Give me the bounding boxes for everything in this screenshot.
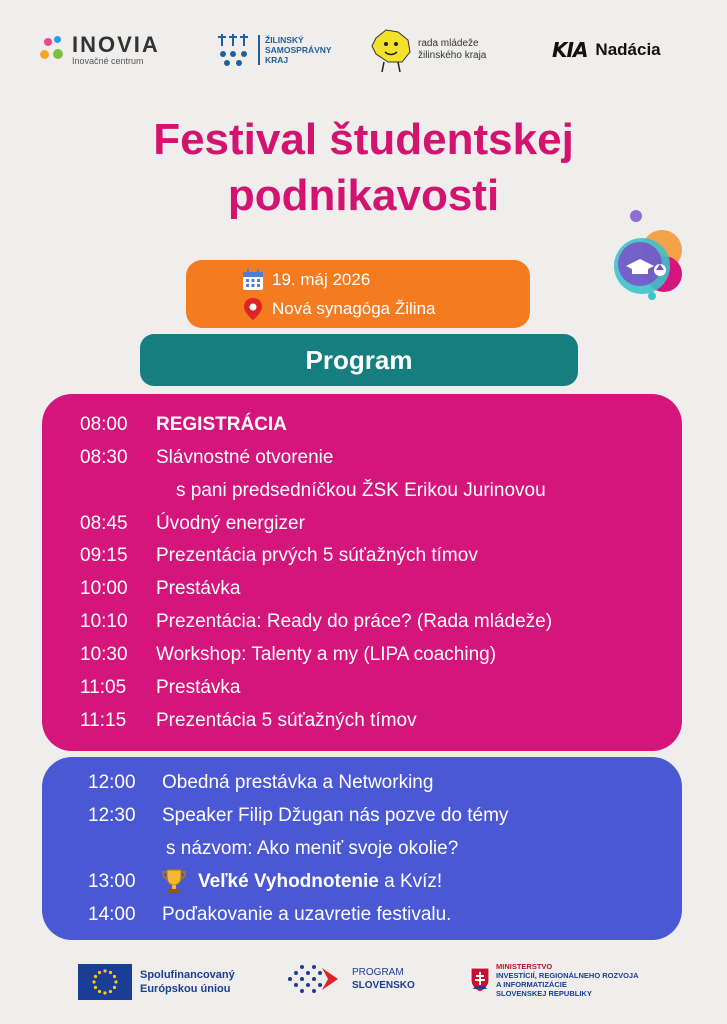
eu-flag-icon: [78, 964, 132, 1000]
inovia-dots-icon: [40, 36, 66, 64]
program-slovensko-icon: [286, 964, 346, 994]
ministry-line4: SLOVENSKEJ REPUBLIKY: [496, 989, 592, 998]
title-line1: Festival študentskej: [153, 115, 574, 164]
ps-line2: SLOVENSKO: [352, 980, 415, 991]
list-item: 11:15 Prezentácia 5 súťažných tímov: [80, 710, 417, 731]
kia-mark: KIA: [552, 38, 588, 62]
ministry-logo: [470, 962, 639, 998]
inovia-name: INOVIA: [72, 32, 160, 57]
ministry-line3: A INFORMATIZÁCIE: [496, 980, 567, 989]
list-item: 14:00 Poďakovanie a uzavretie festivalu.: [88, 904, 452, 925]
eu-line2: Európskou úniou: [140, 983, 231, 995]
kia-nadacia-logo: [552, 38, 661, 62]
graduation-bubbles-icon: [604, 206, 694, 302]
event-place: Nová synagóga Žilina: [272, 299, 436, 318]
list-item: 12:30 Speaker Filip Džugan nás pozve do témy: [88, 805, 509, 826]
kia-name: Nadácia: [595, 40, 661, 59]
program-slovensko-logo: [286, 964, 415, 994]
program-heading: Program: [140, 334, 578, 386]
list-item: 12:00 Obedná prestávka a Networking: [88, 772, 434, 793]
event-date: 19. máj 2026: [272, 270, 371, 289]
list-item: 10:00 Prestávka: [80, 578, 241, 599]
zsk-logo: [218, 32, 332, 68]
rada-mascot-icon: [370, 26, 414, 74]
event-info: [186, 260, 530, 328]
calendar-icon: [242, 269, 264, 291]
title-line2: podnikavosti: [227, 171, 500, 220]
list-item: 10:10 Prezentácia: Ready do práce? (Rada mládeže): [80, 611, 553, 632]
inovia-subtitle: Inovačné centrum: [72, 56, 144, 66]
ministry-line2: INVESTÍCIÍ, REGIONÁLNEHO ROZVOJA: [496, 971, 639, 980]
list-item: s pani predsedníčkou ŽSK Erikou Jurinovou: [176, 480, 546, 501]
eu-line1: Spolufinancovaný: [140, 969, 235, 981]
zsk-line2: SAMOSPRÁVNY: [265, 45, 332, 55]
list-item: s názvom: Ako meniť svoje okolie?: [166, 838, 459, 859]
inovia-logo: [40, 34, 160, 66]
trophy-icon: [160, 867, 188, 895]
list-item: 08:30 Slávnostné otvorenie: [80, 447, 334, 468]
rada-line2: žilinského kraja: [418, 50, 487, 61]
list-item: 08:00 REGISTRÁCIA: [80, 414, 287, 435]
location-pin-icon: [242, 297, 264, 321]
eu-logo: [78, 964, 235, 1000]
list-item: 11:05 Prestávka: [80, 677, 241, 698]
list-item: 09:15 Prezentácia prvých 5 súťažných tímov: [80, 545, 478, 566]
zsk-emblem-icon: [218, 32, 252, 68]
list-item: 13:00 Veľké Vyhodnotenie a Kvíz!: [88, 871, 136, 893]
ministry-line1: MINISTERSTVO: [496, 962, 553, 971]
list-item: 08:45 Úvodný energizer: [80, 513, 305, 534]
list-item: 10:30 Workshop: Talenty a my (LIPA coaching): [80, 644, 497, 665]
zsk-line1: ŽILINSKÝ: [265, 35, 304, 45]
rada-mladeze-logo: [370, 26, 486, 74]
slovak-coat-of-arms-icon: [470, 967, 490, 993]
rada-line1: rada mládeže: [418, 38, 479, 49]
schedule-afternoon: [42, 757, 682, 940]
schedule-morning: [42, 394, 682, 751]
ps-line1: PROGRAM: [352, 967, 404, 978]
zsk-line3: KRAJ: [265, 55, 289, 65]
